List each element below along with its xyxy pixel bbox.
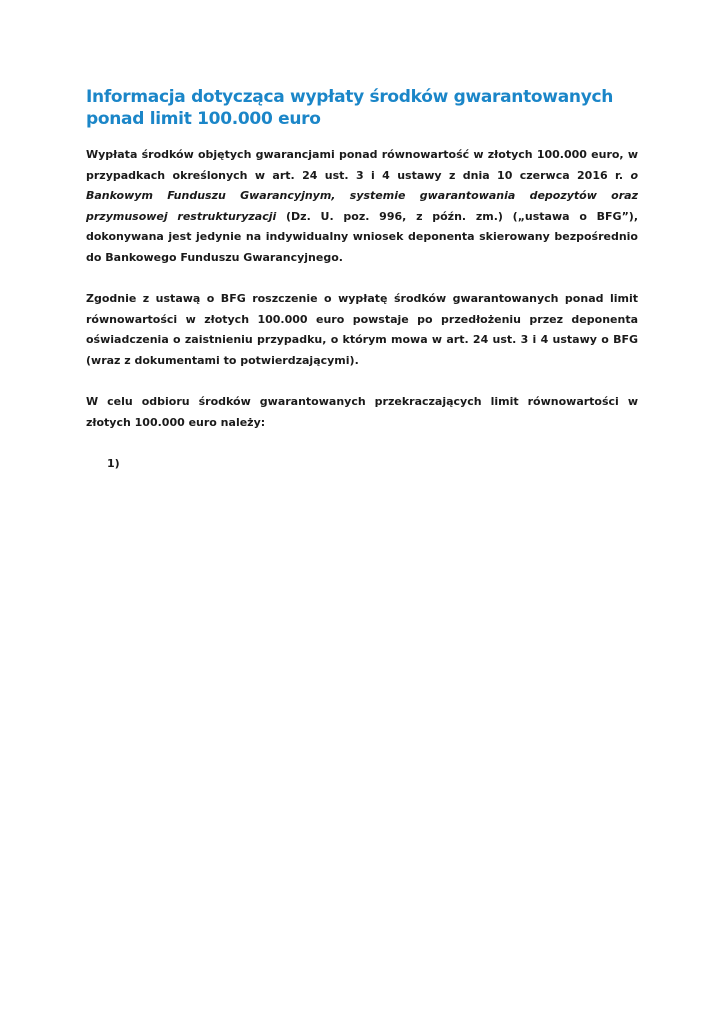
- act-title-italic: o Bankowym Funduszu Gwarancyjnym, systemie gwarantowania depozytów oraz przymusowej restrukturyzacji: [86, 168, 638, 223]
- page-title: Informacja dotycząca wypłaty środków gwarantowanych ponad limit 100.000 euro: [86, 87, 614, 129]
- list-item: [107, 454, 638, 475]
- paragraph-claim-conditions: Zgodnie z ustawą o BFG roszczenie o wypłatę środków gwarantowanych ponad limit równowartości w złotych 100.000 euro powstaje po przedłożeniu przez deponenta oświadczenia o zaistnieniu przypadku, o którym mowa w art. 24 ust. 3 i 4 ustawy o BFG (wraz z dokumentami to potwierdzającymi).: [86, 292, 638, 367]
- paragraph-payout-info: [86, 145, 638, 268]
- numbered-list: [86, 454, 638, 475]
- paragraph-instructions-intro: W celu odbioru środków gwarantowanych przekraczających limit równowartości w złotych 100.000 euro należy:: [86, 395, 638, 429]
- paragraph-payout-info-lead: Wypłata środków objętych gwarancjami ponad równowartość w złotych 100.000 euro, w przypadkach określonych w art. 24 ust. 3 i 4 ustawy z dnia 10 czerwca 2016 r.: [86, 148, 638, 182]
- list-item-marker: 1): [107, 457, 120, 470]
- paragraph-payout-info-tail: (Dz. U. poz. 996, z późn. zm.) („ustawa o BFG”), dokonywana jest jedynie na indywidualny wniosek deponenta skierowany bezpośrednio do Bankowego Funduszu Gwarancyjnego.: [86, 209, 639, 264]
